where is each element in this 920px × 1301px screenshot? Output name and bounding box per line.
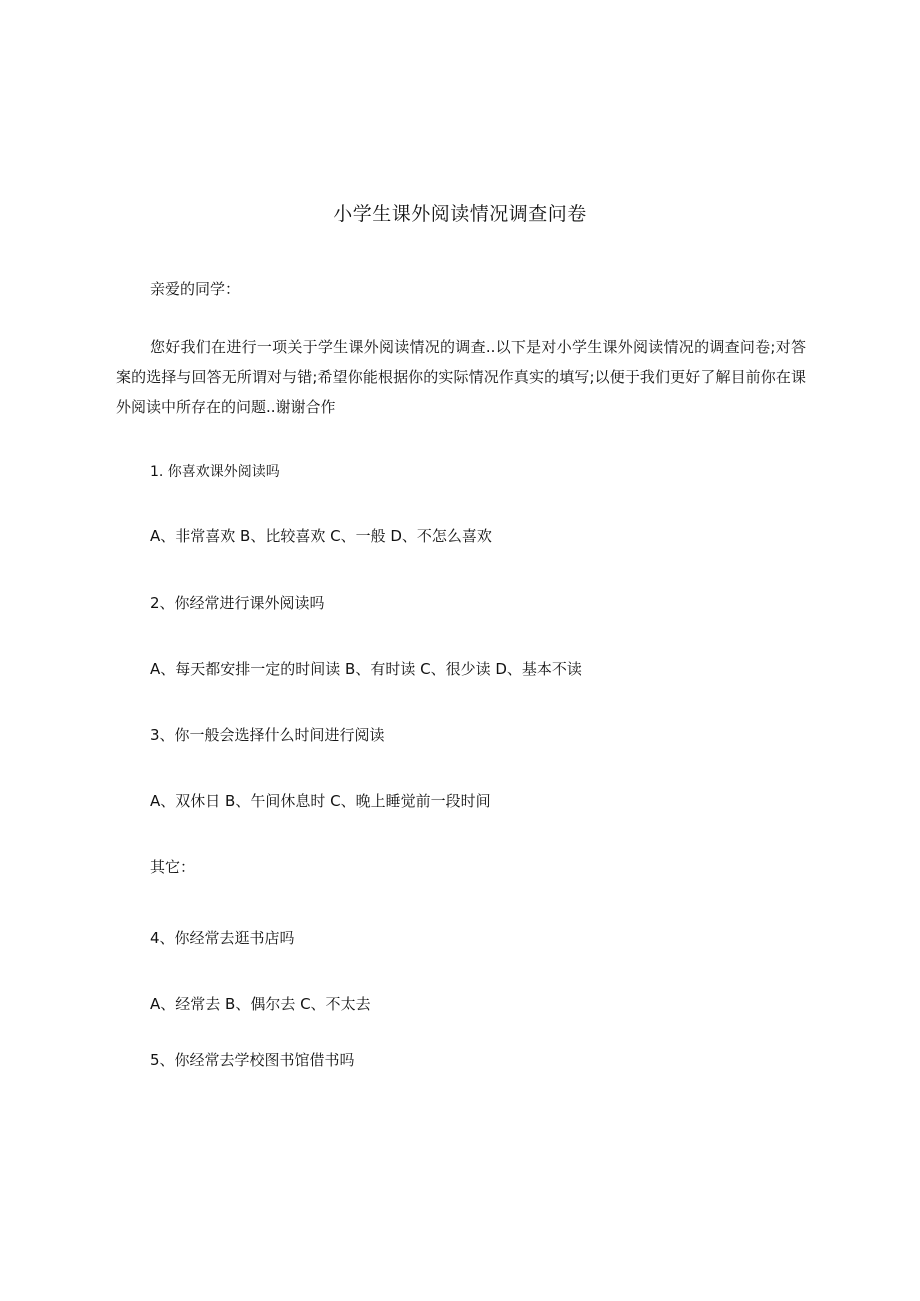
question-1-options: A、非常喜欢 B、比较喜欢 C、一般 D、不怎么喜欢 xyxy=(150,527,492,545)
page-title: 小学生课外阅读情况调查问卷 xyxy=(333,203,587,225)
question-3-options: A、双休日 B、午间休息时 C、晚上睡觉前一段时间 xyxy=(150,792,491,810)
question-4: 4、你经常去逛书店吗 xyxy=(150,929,295,947)
question-4-options: A、经常去 B、偶尔去 C、不太去 xyxy=(150,995,371,1013)
question-2-options: A、每天都安排一定的时间读 B、有时读 C、很少读 D、基本不读 xyxy=(150,660,582,678)
intro-paragraph: 您好我们在进行一项关于学生课外阅读情况的调查..以下是对小学生课外阅读情况的调查问卷;对答案的选择与回答无所谓对与错;希望你能根据你的实际情况作真实的填写;以便于我们更好了解目前你在课外阅读中所存在的问题..谢谢合作 xyxy=(116,338,806,416)
question-2: 2、你经常进行课外阅读吗 xyxy=(150,594,325,612)
question-3-other: 其它： xyxy=(150,858,196,876)
question-3: 3、你一般会选择什么时间进行阅读 xyxy=(150,726,385,744)
greeting: 亲爱的同学： xyxy=(150,280,241,298)
question-5: 5、你经常去学校图书馆借书吗 xyxy=(150,1051,355,1069)
question-1: 1. 你喜欢课外阅读吗 xyxy=(150,464,280,480)
